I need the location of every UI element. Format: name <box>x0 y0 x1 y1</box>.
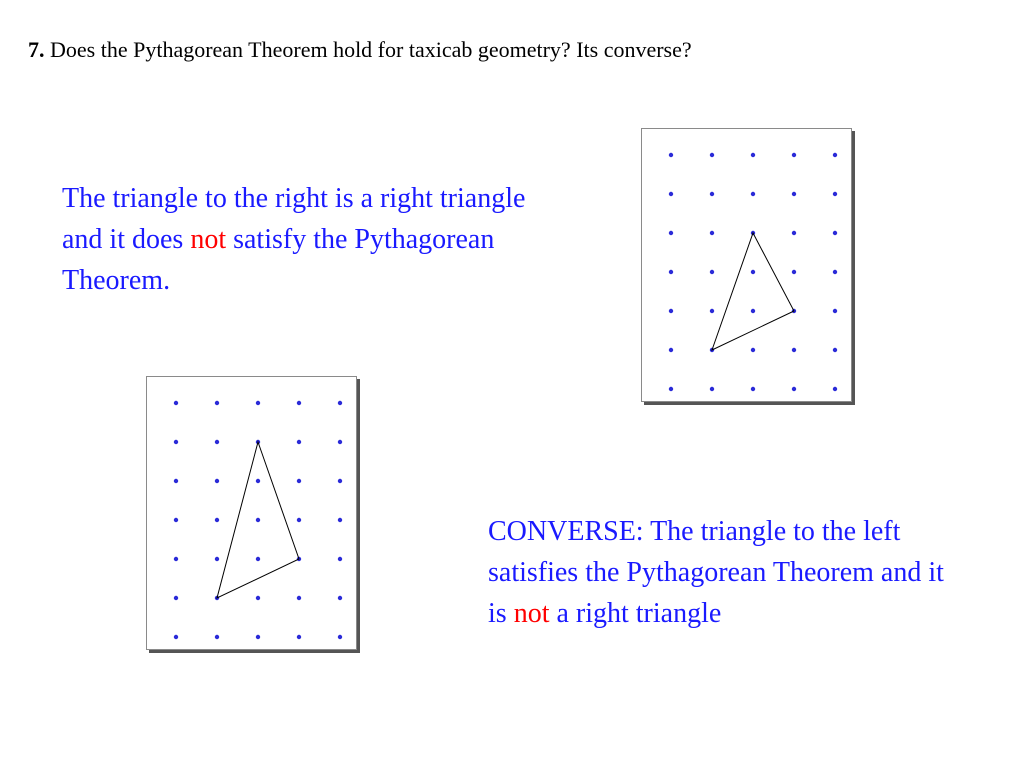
geoboard-peg <box>833 153 837 157</box>
geoboard-peg <box>669 231 673 235</box>
geoboard-peg <box>833 231 837 235</box>
geoboard-peg <box>669 153 673 157</box>
geoboard-peg <box>792 387 796 391</box>
geoboard-left-canvas <box>147 377 356 649</box>
question-number: 7. <box>28 37 45 62</box>
statement-part1: The triangle to the right is a right triangle and it does <box>62 183 526 255</box>
geoboard-peg <box>751 309 755 313</box>
geoboard-peg <box>710 153 714 157</box>
geoboard-peg <box>710 231 714 235</box>
geoboard-peg <box>792 348 796 352</box>
geoboard-peg <box>338 635 342 639</box>
geoboard-peg <box>297 440 301 444</box>
converse-part1: CONVERSE: The triangle to the left satisfies the Pythagorean Theorem and it is <box>488 516 944 629</box>
geoboard-peg <box>215 518 219 522</box>
geoboard-peg <box>215 635 219 639</box>
geoboard-peg <box>338 401 342 405</box>
question-text: Does the Pythagorean Theorem hold for taxicab geometry? Its converse? <box>44 37 692 62</box>
geoboard-peg <box>215 479 219 483</box>
geoboard-peg <box>174 596 178 600</box>
geoboard-peg <box>669 270 673 274</box>
geoboard-peg <box>256 557 260 561</box>
geoboard-peg <box>174 518 178 522</box>
geoboard-peg <box>751 192 755 196</box>
geoboard-peg <box>751 387 755 391</box>
geoboard-peg <box>215 440 219 444</box>
geoboard-peg <box>338 596 342 600</box>
converse-statement <box>488 511 968 634</box>
statement-part2: satisfy the Pythagorean Theorem. <box>62 224 495 296</box>
geoboard-peg <box>792 192 796 196</box>
geoboard-peg <box>297 401 301 405</box>
geoboard-peg <box>174 635 178 639</box>
geoboard-peg <box>256 401 260 405</box>
right-triangle-statement <box>62 178 542 301</box>
geoboard-peg <box>174 557 178 561</box>
statement-emphasis: not <box>190 224 227 255</box>
geoboard-peg <box>833 387 837 391</box>
geoboard-peg <box>669 309 673 313</box>
right-geoboard-triangle <box>712 233 794 350</box>
geoboard-peg <box>174 479 178 483</box>
geoboard-peg <box>792 270 796 274</box>
geoboard-peg <box>297 635 301 639</box>
geoboard-peg <box>256 596 260 600</box>
geoboard-peg <box>710 309 714 313</box>
geoboard-peg <box>174 440 178 444</box>
geoboard-peg <box>669 387 673 391</box>
geoboard-peg <box>215 401 219 405</box>
geoboard-peg <box>751 348 755 352</box>
geoboard-peg <box>833 270 837 274</box>
geoboard-peg <box>338 557 342 561</box>
geoboard-right-canvas <box>642 129 851 401</box>
geoboard-peg <box>669 348 673 352</box>
geoboard-peg <box>669 192 673 196</box>
geoboard-peg <box>297 596 301 600</box>
geoboard-peg <box>833 309 837 313</box>
geoboard-peg <box>174 401 178 405</box>
geoboard-peg <box>297 479 301 483</box>
geoboard-peg <box>256 635 260 639</box>
geoboard-peg <box>256 479 260 483</box>
geoboard-peg <box>751 270 755 274</box>
geoboard-peg <box>792 153 796 157</box>
geoboard-peg <box>338 518 342 522</box>
geoboard-peg <box>751 153 755 157</box>
geoboard-peg <box>792 231 796 235</box>
geoboard-peg <box>710 192 714 196</box>
geoboard-peg <box>338 440 342 444</box>
geoboard-peg <box>256 518 260 522</box>
geoboard-peg <box>833 348 837 352</box>
geoboard-peg <box>710 387 714 391</box>
geoboard-peg <box>833 192 837 196</box>
geoboard-peg <box>215 557 219 561</box>
question-heading <box>28 36 692 64</box>
geoboard-left <box>146 376 357 650</box>
geoboard-right <box>641 128 852 402</box>
converse-emphasis: not <box>513 598 550 629</box>
converse-part2: a right triangle <box>549 598 722 629</box>
geoboard-peg <box>710 270 714 274</box>
geoboard-peg <box>338 479 342 483</box>
geoboard-peg <box>297 518 301 522</box>
